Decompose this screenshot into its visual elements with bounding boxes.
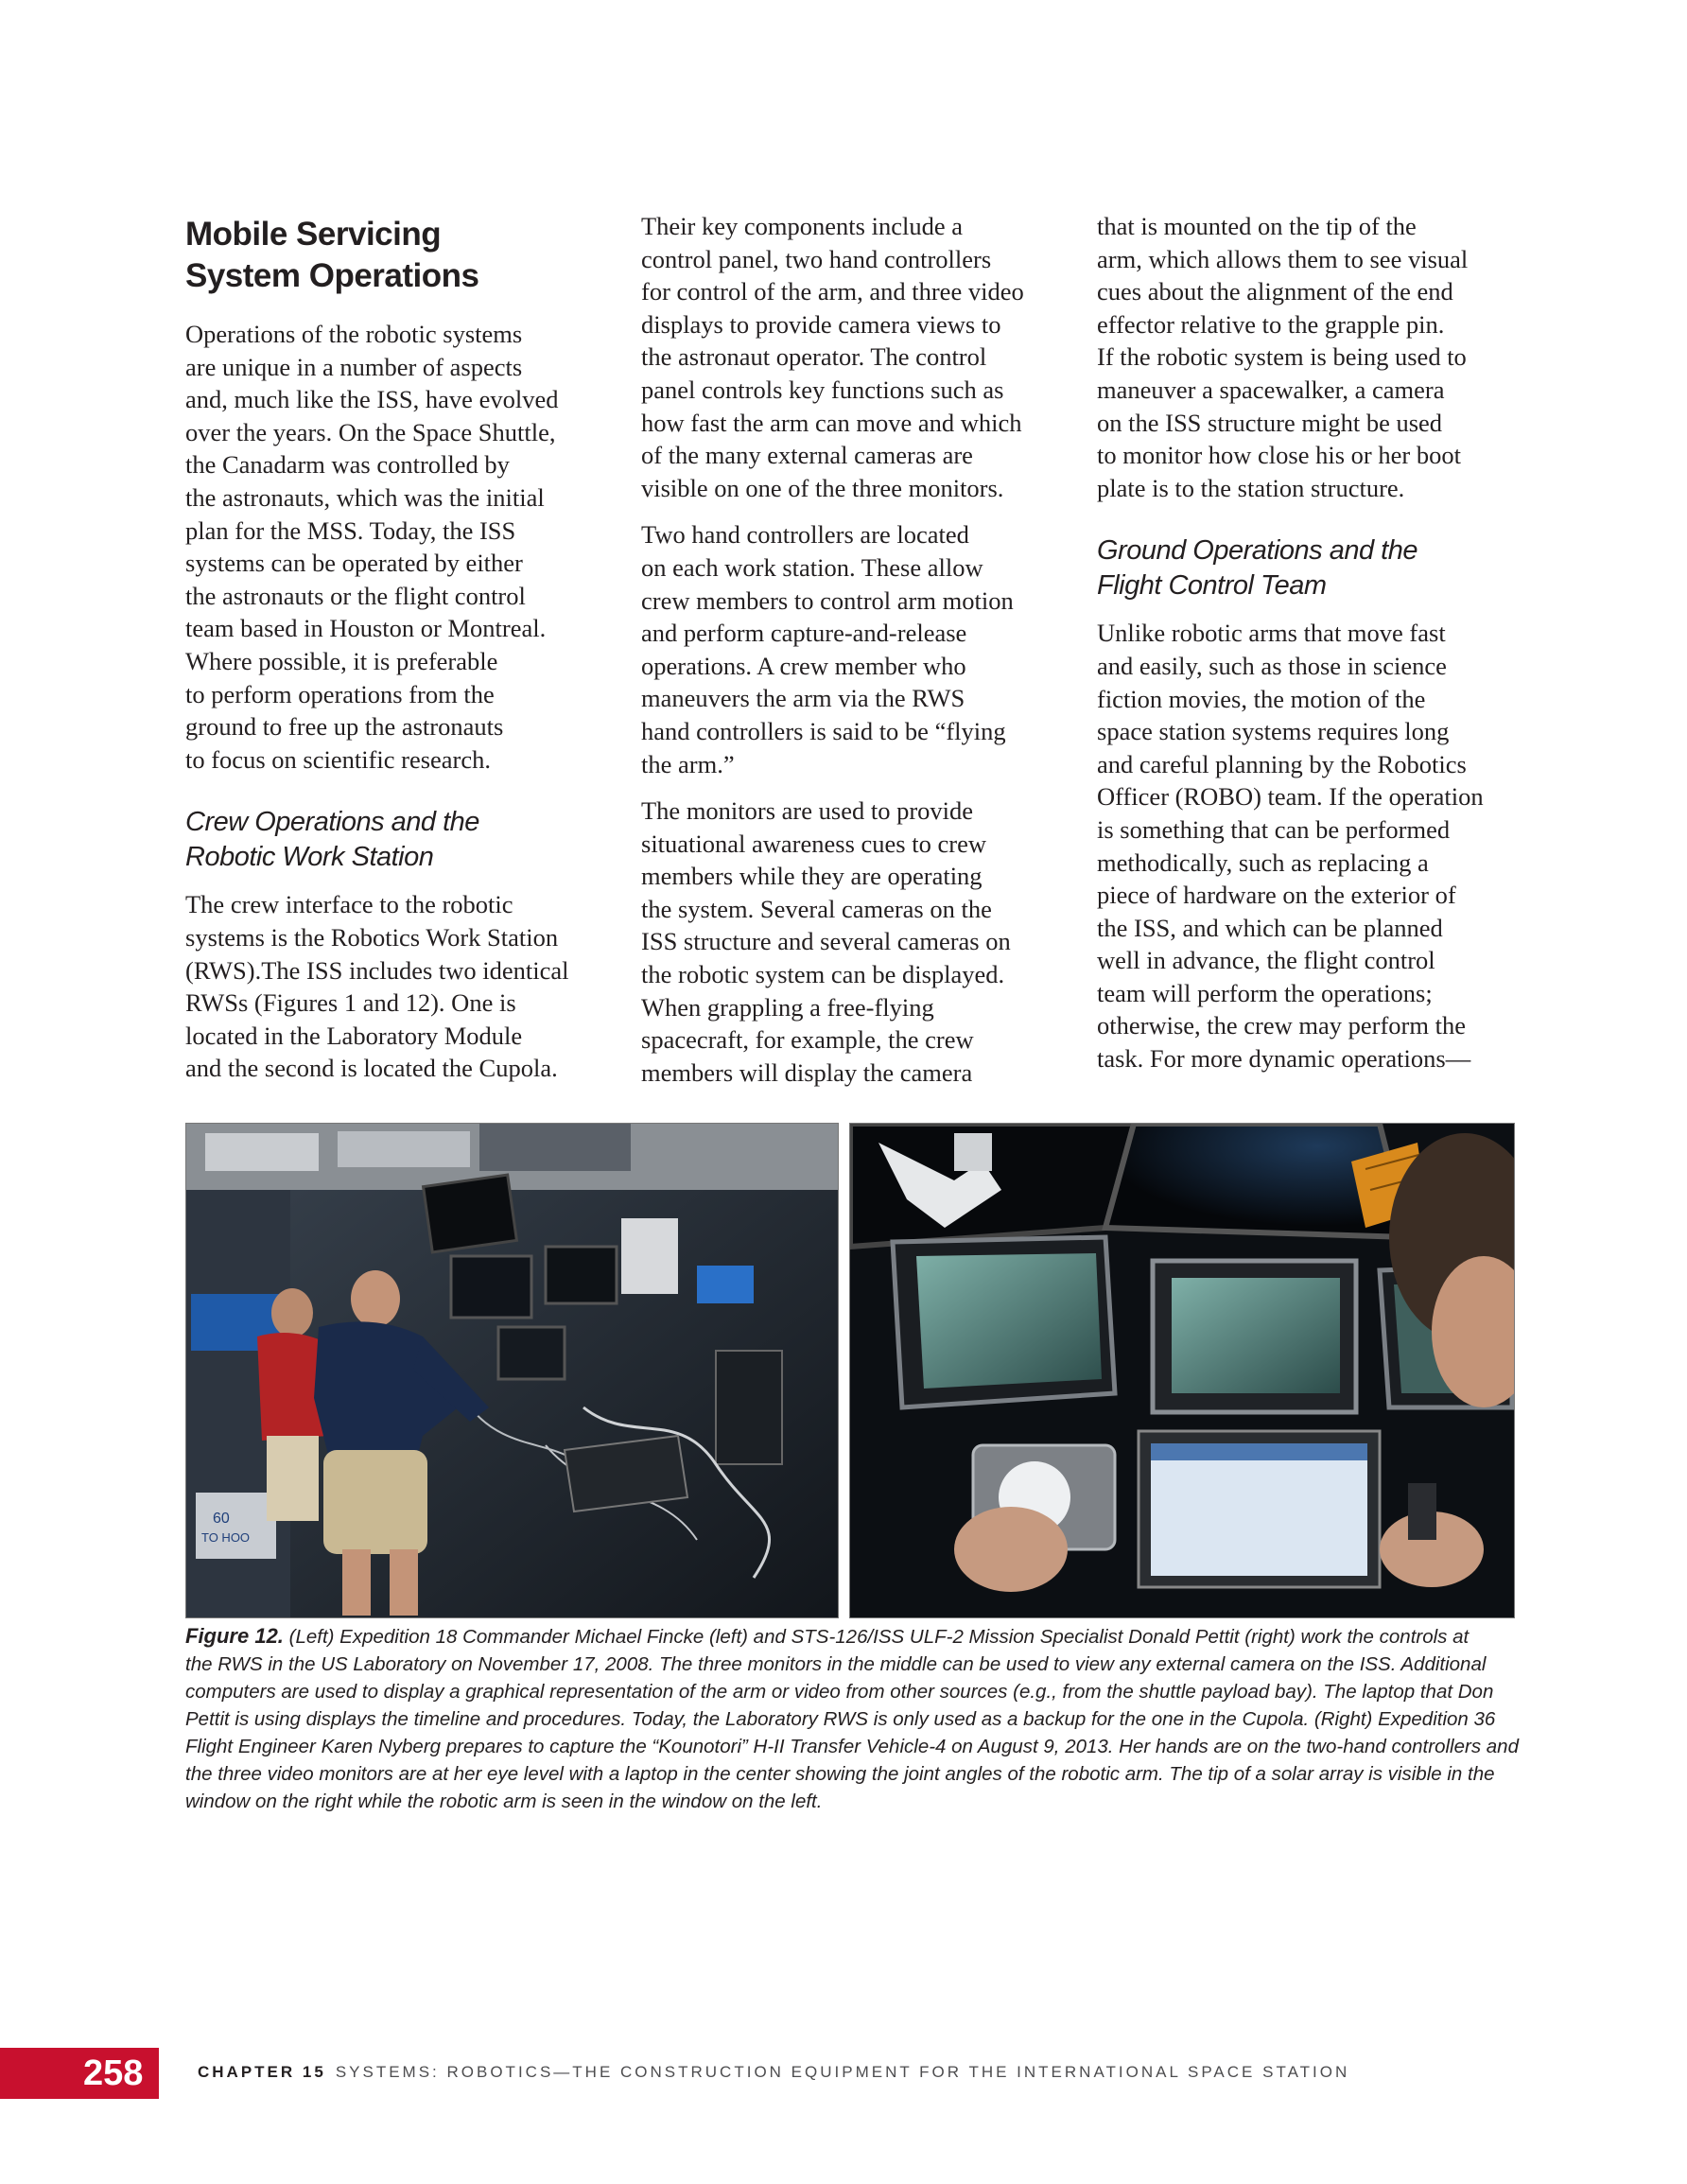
- text-line: are unique in a number of aspects: [185, 352, 523, 381]
- text-line: to monitor how close his or her boot: [1097, 441, 1461, 470]
- text-line: visible on one of the three monitors.: [641, 473, 1004, 502]
- running-footer: [198, 2061, 1349, 2084]
- heading-line: Crew Operations and the: [185, 807, 479, 838]
- text-line: operations. A crew member who: [641, 651, 966, 680]
- text-line: that is mounted on the tip of the: [1097, 212, 1417, 240]
- photo-lab-rws: [185, 1123, 839, 1618]
- text-line: spacecraft, for example, the crew: [641, 1025, 974, 1055]
- text-line: well in advance, the flight control: [1097, 946, 1435, 975]
- photo-cupola-rws-illustration: [850, 1124, 1514, 1617]
- figure-caption: [185, 1622, 1519, 1815]
- text-line: Their key components include a: [641, 212, 963, 240]
- text-line: ground to free up the astronauts: [185, 712, 504, 742]
- text-line: control panel, two hand controllers: [641, 244, 992, 273]
- heading-line: Mobile Servicing: [185, 216, 442, 253]
- text-line: displays to provide camera views to: [641, 309, 1001, 339]
- figure-label: Figure 12.: [185, 1624, 284, 1648]
- text-line: Unlike robotic arms that move fast: [1097, 619, 1446, 648]
- text-line: methodically, such as replacing a: [1097, 847, 1429, 877]
- text-line: located in the Laboratory Module: [185, 1021, 523, 1050]
- text-line: members will display the camera: [641, 1057, 973, 1087]
- caption-text: (Left) Expedition 18 Commander Michael Fincke (left) and STS-126/ISS ULF-2 Mission Specialist Donald Pettit (right) work the controls at: [283, 1626, 1470, 1648]
- text-column-2: [641, 210, 1062, 1103]
- text-line: If the robotic system is being used to: [1097, 342, 1467, 372]
- paragraph: [641, 210, 1062, 504]
- text-line: maneuver a spacewalker, a camera: [1097, 375, 1445, 404]
- text-line: members while they are operating: [641, 862, 983, 891]
- paragraph: [641, 518, 1062, 780]
- heading-line: System Operations: [185, 257, 479, 294]
- caption-line: computers are used to display a graphical representation of the arm or video from other sources (e.g., from the shuttle payload bay). The laptop that Don: [185, 1681, 1494, 1703]
- text-line: plate is to the station structure.: [1097, 473, 1405, 502]
- photo-lab-rws-illustration: [186, 1124, 838, 1617]
- text-line: systems can be operated by either: [185, 549, 523, 578]
- paragraph: [641, 795, 1062, 1089]
- text-line: the arm.”: [641, 749, 735, 778]
- text-line: of the many external cameras are: [641, 441, 973, 470]
- text-line: and careful planning by the Robotics: [1097, 749, 1467, 778]
- subsection-heading: [1097, 533, 1527, 603]
- text-line: the system. Several cameras on the: [641, 894, 992, 923]
- text-line: over the years. On the Space Shuttle,: [185, 417, 556, 446]
- paragraph: [185, 318, 606, 776]
- text-line: plan for the MSS. Today, the ISS: [185, 515, 516, 545]
- label-text: 60: [213, 1511, 230, 1527]
- caption-line: the RWS in the US Laboratory on November 17, 2008. The three monitors in the middle can be used to view any external camera on the ISS. Additional: [185, 1653, 1487, 1675]
- text-line: team will perform the operations;: [1097, 978, 1433, 1007]
- page-number: 258: [83, 2053, 144, 2093]
- paragraph: [1097, 210, 1527, 504]
- text-line: the astronauts or the flight control: [185, 581, 526, 610]
- chapter-label: CHAPTER 15: [198, 2063, 326, 2081]
- section-heading: [185, 214, 606, 297]
- text-line: panel controls key functions such as: [641, 375, 1004, 404]
- text-line: maneuvers the arm via the RWS: [641, 684, 965, 713]
- label-text: TO HOO: [201, 1530, 251, 1545]
- caption-line: [185, 1622, 1519, 1651]
- text-line: fiction movies, the motion of the: [1097, 684, 1426, 713]
- text-line: and perform capture-and-release: [641, 619, 967, 648]
- text-line: piece of hardware on the exterior of: [1097, 881, 1456, 910]
- chapter-title: SYSTEMS: ROBOTICS—THE CONSTRUCTION EQUIPMENT FOR THE INTERNATIONAL SPACE STATION: [335, 2063, 1350, 2081]
- paragraph: [1097, 617, 1527, 1075]
- text-line: and, much like the ISS, have evolved: [185, 385, 559, 414]
- text-line: RWSs (Figures 1 and 12). One is: [185, 988, 516, 1018]
- text-line: hand controllers is said to be “flying: [641, 716, 1006, 745]
- text-line: situational awareness cues to crew: [641, 829, 986, 858]
- caption-line: window on the right while the robotic arm is seen in the window on the left.: [185, 1791, 823, 1812]
- text-line: the ISS, and which can be planned: [1097, 913, 1443, 942]
- text-line: cues about the alignment of the end: [1097, 277, 1453, 306]
- text-line: to perform operations from the: [185, 679, 495, 708]
- text-line: Operations of the robotic systems: [185, 320, 523, 348]
- text-line: Where possible, it is preferable: [185, 646, 498, 675]
- text-line: Officer (ROBO) team. If the operation: [1097, 782, 1484, 812]
- text-line: and the second is located the Cupola.: [185, 1054, 558, 1083]
- text-line: the astronauts, which was the initial: [185, 482, 545, 512]
- text-line: the Canadarm was controlled by: [185, 450, 510, 480]
- text-line: the robotic system can be displayed.: [641, 960, 1005, 989]
- text-line: for control of the arm, and three video: [641, 277, 1024, 306]
- text-line: to focus on scientific research.: [185, 744, 492, 774]
- heading-line: Robotic Work Station: [185, 842, 434, 873]
- text-line: The crew interface to the robotic: [185, 890, 513, 919]
- text-line: space station systems requires long: [1097, 717, 1450, 746]
- text-line: (RWS).The ISS includes two identical: [185, 955, 569, 985]
- caption-line: the three video monitors are at her eye level with a laptop in the center showing the joint angles of the robotic arm. The tip of a solar array is visible in the: [185, 1763, 1495, 1785]
- heading-line: Ground Operations and the: [1097, 535, 1417, 567]
- text-line: effector relative to the grapple pin.: [1097, 309, 1445, 339]
- paragraph: [185, 888, 606, 1085]
- text-line: task. For more dynamic operations—: [1097, 1044, 1471, 1074]
- text-line: arm, which allows them to see visual: [1097, 244, 1469, 273]
- heading-line: Flight Control Team: [1097, 570, 1327, 602]
- text-line: systems is the Robotics Work Station: [185, 922, 559, 952]
- text-line: team based in Houston or Montreal.: [185, 614, 547, 643]
- text-line: crew members to control arm motion: [641, 585, 1014, 615]
- text-line: the astronaut operator. The control: [641, 342, 987, 372]
- text-line: is something that can be performed: [1097, 814, 1451, 844]
- subsection-heading: [185, 805, 606, 875]
- text-line: how fast the arm can move and which: [641, 408, 1022, 437]
- text-line: and easily, such as those in science: [1097, 651, 1447, 680]
- text-line: on the ISS structure might be used: [1097, 408, 1443, 437]
- text-line: on each work station. These allow: [641, 552, 983, 582]
- caption-line: Pettit is using displays the timeline and procedures. Today, the Laboratory RWS is only used as a backup for the one in the Cupola. (Right) Expedition 36: [185, 1708, 1496, 1730]
- caption-line: Flight Engineer Karen Nyberg prepares to capture the “Kounotori” H-II Transfer Vehicle-4 on August 9, 2013. Her hands are on the two-hand controllers and: [185, 1736, 1519, 1757]
- text-line: Two hand controllers are located: [641, 520, 969, 550]
- text-column-1: [185, 210, 606, 1099]
- photo-cupola-rws: [849, 1123, 1515, 1618]
- text-column-3: [1097, 210, 1527, 1090]
- text-line: ISS structure and several cameras on: [641, 927, 1011, 956]
- text-line: The monitors are used to provide: [641, 796, 974, 826]
- text-line: When grappling a free-flying: [641, 992, 934, 1022]
- text-line: otherwise, the crew may perform the: [1097, 1011, 1466, 1040]
